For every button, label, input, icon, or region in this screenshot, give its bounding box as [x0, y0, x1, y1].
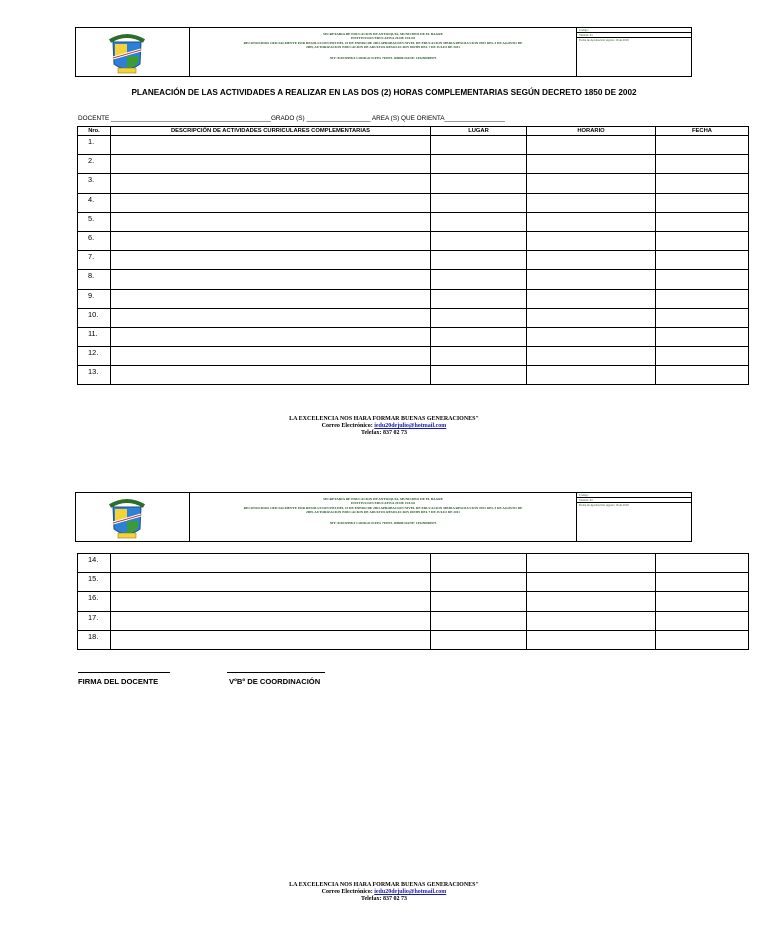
row-number: 11. [78, 327, 111, 346]
description-cell[interactable] [111, 573, 431, 592]
description-cell[interactable] [111, 366, 431, 385]
description-cell[interactable] [111, 251, 431, 270]
place-cell[interactable] [431, 592, 527, 611]
row-number: 15. [78, 573, 111, 592]
table-row [78, 611, 749, 630]
document-control-box [577, 493, 691, 541]
table-row [78, 136, 749, 155]
header-text-block [190, 28, 577, 76]
table-row [78, 155, 749, 174]
page-footer [0, 882, 768, 903]
description-cell[interactable] [111, 592, 431, 611]
version-row: Versión: 01 [577, 33, 691, 38]
place-cell[interactable] [431, 611, 527, 630]
date-cell[interactable] [656, 136, 749, 155]
logo-cell [76, 493, 190, 541]
place-cell[interactable] [431, 193, 527, 212]
row-number: 9. [78, 289, 111, 308]
schedule-cell[interactable] [527, 573, 656, 592]
schedule-cell[interactable] [527, 270, 656, 289]
place-cell[interactable] [431, 136, 527, 155]
table-row [78, 231, 749, 250]
description-cell[interactable] [111, 231, 431, 250]
row-number: 4. [78, 193, 111, 212]
col-header-date: FECHA [656, 127, 749, 136]
schedule-cell[interactable] [527, 251, 656, 270]
header-line: RECONOCIDOS OFICIALMENTE POR RESOLUCION 0919 DEL 23 DE ENERO DE 2003 APROBACION NIVEL DE EDUCACION MEDIA RESOLUCION 0931 DEL 5 DE AGOSTO DE [243, 505, 523, 510]
description-cell[interactable] [111, 347, 431, 366]
row-number: 6. [78, 231, 111, 250]
place-cell[interactable] [431, 174, 527, 193]
footer-phone: Telefax: 837 02 73 [361, 896, 407, 902]
date-cell[interactable] [656, 155, 749, 174]
coordination-signature-label: VºBº DE COORDINACIÓN [229, 677, 321, 686]
place-cell[interactable] [431, 289, 527, 308]
date-cell[interactable] [656, 347, 749, 366]
description-cell[interactable] [111, 212, 431, 231]
date-cell[interactable] [656, 630, 749, 649]
date-cell[interactable] [656, 611, 749, 630]
table-header-row [78, 127, 749, 136]
schedule-cell[interactable] [527, 136, 656, 155]
footer-email-line [0, 889, 768, 896]
header-text-block [190, 493, 577, 541]
table-row [78, 366, 749, 385]
footer-motto: LA EXCELENCIA NOS HARA FORMAR BUENAS GENERACIONES" [289, 416, 479, 422]
col-header-number: Nro. [78, 127, 111, 136]
place-cell[interactable] [431, 630, 527, 649]
description-cell[interactable] [111, 554, 431, 573]
date-cell[interactable] [656, 554, 749, 573]
table-row [78, 592, 749, 611]
footer-email-line [0, 423, 768, 430]
date-cell[interactable] [656, 366, 749, 385]
activities-table-page2 [77, 553, 749, 650]
table-row [78, 630, 749, 649]
schedule-cell[interactable] [527, 366, 656, 385]
schedule-cell[interactable] [527, 347, 656, 366]
date-cell[interactable] [656, 174, 749, 193]
description-cell[interactable] [111, 289, 431, 308]
row-number: 17. [78, 611, 111, 630]
place-cell[interactable] [431, 366, 527, 385]
schedule-cell[interactable] [527, 611, 656, 630]
version-row: Versión: 01 [577, 498, 691, 503]
table-row [78, 212, 749, 231]
header-line: 2009, AUTORIZACION EDUCACION DE ADULTOS RESOLUCION 020399 DEL 7 DE JULIO DE 2011 [306, 510, 460, 515]
header-line: INSTITUCION EDUCATIVA 20 DE JULIO [350, 36, 416, 41]
institution-header [75, 27, 692, 77]
table-row [78, 347, 749, 366]
date-cell[interactable] [656, 193, 749, 212]
date-cell[interactable] [656, 573, 749, 592]
table-row [78, 289, 749, 308]
document-title: PLANEACIÓN DE LAS ACTIVIDADES A REALIZAR EN LAS DOS (2) HORAS COMPLEMENTARIAS SEGÚN DECRETO 1850 DE 2002 [131, 88, 637, 97]
document-control-box [577, 28, 691, 76]
schedule-cell[interactable] [527, 174, 656, 193]
code-row: Código: [577, 493, 691, 498]
row-number: 13. [78, 366, 111, 385]
table-row [78, 554, 749, 573]
description-cell[interactable] [111, 308, 431, 327]
col-header-place: LUGAR [431, 127, 527, 136]
date-cell[interactable] [656, 231, 749, 250]
header-line: RECONOCIDOS OFICIALMENTE POR RESOLUCION 0919 DEL 23 DE ENERO DE 2003 APROBACION NIVEL DE EDUCACION MEDIA RESOLUCION 0931 DEL 5 DE AGOSTO DE [243, 40, 523, 45]
row-number: 3. [78, 174, 111, 193]
schedule-cell[interactable] [527, 327, 656, 346]
col-header-description: DESCRIPCIÓN DE ACTIVIDADES CURRICULARES COMPLEMENTARIAS [111, 127, 431, 136]
footer-email-link[interactable]: iedu20dejulio@hotmail.com [374, 889, 447, 895]
place-cell[interactable] [431, 231, 527, 250]
schedule-cell[interactable] [527, 592, 656, 611]
schedule-cell[interactable] [527, 630, 656, 649]
date-cell[interactable] [656, 327, 749, 346]
description-cell[interactable] [111, 611, 431, 630]
col-header-schedule: HORARIO [527, 127, 656, 136]
row-number: 7. [78, 251, 111, 270]
schedule-cell[interactable] [527, 193, 656, 212]
table-row [78, 193, 749, 212]
footer-phone: Telefax: 837 02 73 [361, 430, 407, 436]
logo-cell [76, 28, 190, 76]
place-cell[interactable] [431, 155, 527, 174]
table-row [78, 327, 749, 346]
place-cell[interactable] [431, 327, 527, 346]
page-footer [0, 416, 768, 437]
place-cell[interactable] [431, 270, 527, 289]
date-cell[interactable] [656, 212, 749, 231]
date-cell[interactable] [656, 289, 749, 308]
place-cell[interactable] [431, 251, 527, 270]
place-cell[interactable] [431, 573, 527, 592]
row-number: 12. [78, 347, 111, 366]
header-line: SECRETARIA DE EDUCACION DE ANTIOQUIA, MUNICIPIO DE EL BAGRE [323, 497, 443, 501]
code-row: Código: [577, 28, 691, 33]
teacher-signature-label: FIRMA DEL DOCENTE [78, 677, 159, 686]
description-cell[interactable] [111, 193, 431, 212]
teacher-signature-line [78, 672, 170, 673]
header-ids-line: NIT: 811032998-9 CODIGO ICFES 703975-169686 DANE: 105250000975 [329, 520, 437, 525]
row-number: 16. [78, 592, 111, 611]
schedule-cell[interactable] [527, 289, 656, 308]
footer-motto: LA EXCELENCIA NOS HARA FORMAR BUENAS GENERACIONES" [289, 882, 479, 888]
institution-header [75, 492, 692, 542]
header-line: INSTITUCION EDUCATIVA 20 DE JULIO [350, 501, 416, 506]
activities-table-page1 [77, 126, 749, 385]
schedule-cell[interactable] [527, 554, 656, 573]
row-number: 5. [78, 212, 111, 231]
description-cell[interactable] [111, 174, 431, 193]
table-row [78, 308, 749, 327]
row-number: 10. [78, 308, 111, 327]
place-cell[interactable] [431, 347, 527, 366]
date-cell[interactable] [656, 308, 749, 327]
description-cell[interactable] [111, 630, 431, 649]
table-row [78, 174, 749, 193]
header-ids-line: NIT: 811032998-9 CODIGO ICFES 703975-169686 DANE: 105250000975 [329, 55, 437, 60]
schedule-cell[interactable] [527, 212, 656, 231]
table-row [78, 270, 749, 289]
description-cell[interactable] [111, 155, 431, 174]
approval-date-row: Fecha de Aprobación: Agosto 16 de 2019 [579, 503, 629, 507]
row-number: 1. [78, 136, 111, 155]
place-cell[interactable] [431, 212, 527, 231]
schedule-cell[interactable] [527, 155, 656, 174]
institution-shield-logo [104, 32, 150, 76]
row-number: 14. [78, 554, 111, 573]
teacher-grade-area-line: DOCENTE _____________________________________________GRADO (S) __________________ AREA (S) QUE ORIENTA_________________ [78, 115, 505, 122]
footer-email-label: Correo Electrónico: [321, 423, 373, 429]
row-number: 18. [78, 630, 111, 649]
place-cell[interactable] [431, 554, 527, 573]
description-cell[interactable] [111, 327, 431, 346]
coordination-signature-line [227, 672, 325, 673]
row-number: 8. [78, 270, 111, 289]
table-row [78, 251, 749, 270]
row-number: 2. [78, 155, 111, 174]
description-cell[interactable] [111, 136, 431, 155]
header-line: SECRETARIA DE EDUCACION DE ANTIOQUIA, MUNICIPIO DE EL BAGRE [323, 32, 443, 36]
place-cell[interactable] [431, 308, 527, 327]
approval-date-row: Fecha de Aprobación: Agosto 16 de 2019 [579, 38, 629, 42]
description-cell[interactable] [111, 270, 431, 289]
footer-email-link[interactable]: iedu20dejulio@hotmail.com [374, 423, 447, 429]
header-line: 2009, AUTORIZACION EDUCACION DE ADULTOS RESOLUCION 020399 DEL 7 DE JULIO DE 2011 [306, 45, 460, 50]
schedule-cell[interactable] [527, 231, 656, 250]
date-cell[interactable] [656, 270, 749, 289]
institution-shield-logo [104, 497, 150, 541]
table-row [78, 573, 749, 592]
date-cell[interactable] [656, 592, 749, 611]
date-cell[interactable] [656, 251, 749, 270]
schedule-cell[interactable] [527, 308, 656, 327]
footer-email-label: Correo Electrónico: [321, 889, 373, 895]
